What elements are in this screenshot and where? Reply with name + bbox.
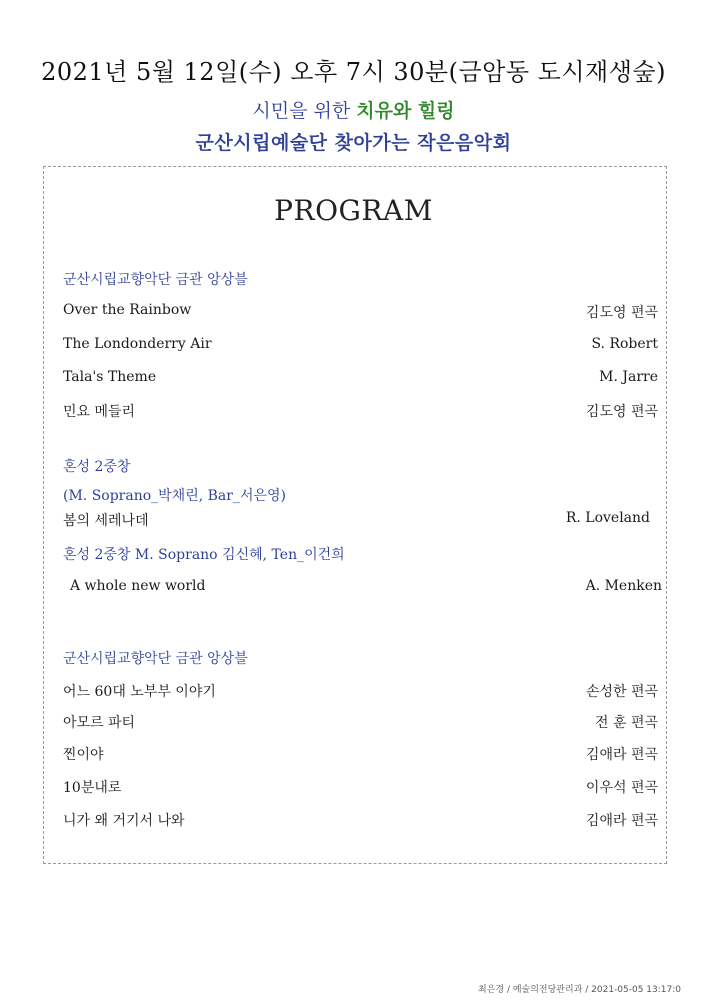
piece-credit: 이우석 편곡	[585, 780, 658, 796]
piece-title: 봄의 세레나데	[63, 513, 149, 529]
event-subtitle	[0, 96, 707, 123]
event-date-line: 2021년 5월 12일(수) 오후 7시 30분(금암동 도시재생숲)	[41, 58, 666, 86]
piece-title: The Londonderry Air	[63, 336, 212, 352]
piece-credit: 전 훈 편곡	[595, 715, 658, 731]
piece-credit: 손성한 편곡	[585, 684, 658, 700]
piece-title: 아모르 파티	[63, 715, 136, 731]
program-heading: PROGRAM	[274, 194, 433, 227]
piece-title: 10분내로	[63, 780, 122, 796]
piece-title: 민요 메들리	[63, 404, 136, 420]
section-title-brass-ensemble-2: 군산시립교향악단 금관 앙상블	[63, 651, 248, 667]
piece-title: Over the Rainbow	[63, 302, 192, 318]
piece-title: Tala's Theme	[63, 369, 157, 385]
section-performers-duet-1: (M. Soprano_박채린, Bar_서은영)	[63, 488, 286, 504]
piece-title: 니가 왜 거기서 나와	[63, 813, 185, 829]
piece-title: 찐이야	[63, 747, 104, 763]
piece-credit: 김애라 편곡	[585, 747, 658, 763]
piece-title: A whole new world	[70, 578, 206, 594]
subtitle-highlight: 치유와 힐링	[356, 100, 455, 122]
piece-credit: A. Menken	[585, 578, 662, 594]
piece-title: 어느 60대 노부부 이야기	[63, 684, 216, 700]
section-title-duet-2: 혼성 2중창 M. Soprano 김신혜, Ten_이건희	[63, 547, 345, 563]
piece-credit: 김도영 편곡	[585, 305, 658, 321]
piece-credit: 김도영 편곡	[585, 404, 658, 420]
piece-credit: S. Robert	[591, 336, 658, 352]
subtitle-prefix: 시민을 위한	[252, 100, 357, 122]
piece-credit: M. Jarre	[599, 369, 658, 385]
event-title: 군산시립예술단 찾아가는 작은음악회	[195, 132, 512, 154]
piece-credit: R. Loveland	[565, 510, 650, 526]
print-footer-note: 최은경 / 예술의전당관리과 / 2021-05-05 13:17:0	[478, 985, 682, 995]
section-title-duet-1: 혼성 2중창	[63, 459, 131, 475]
section-title-brass-ensemble-1: 군산시립교향악단 금관 앙상블	[63, 272, 248, 288]
piece-credit: 김애라 편곡	[585, 813, 658, 829]
